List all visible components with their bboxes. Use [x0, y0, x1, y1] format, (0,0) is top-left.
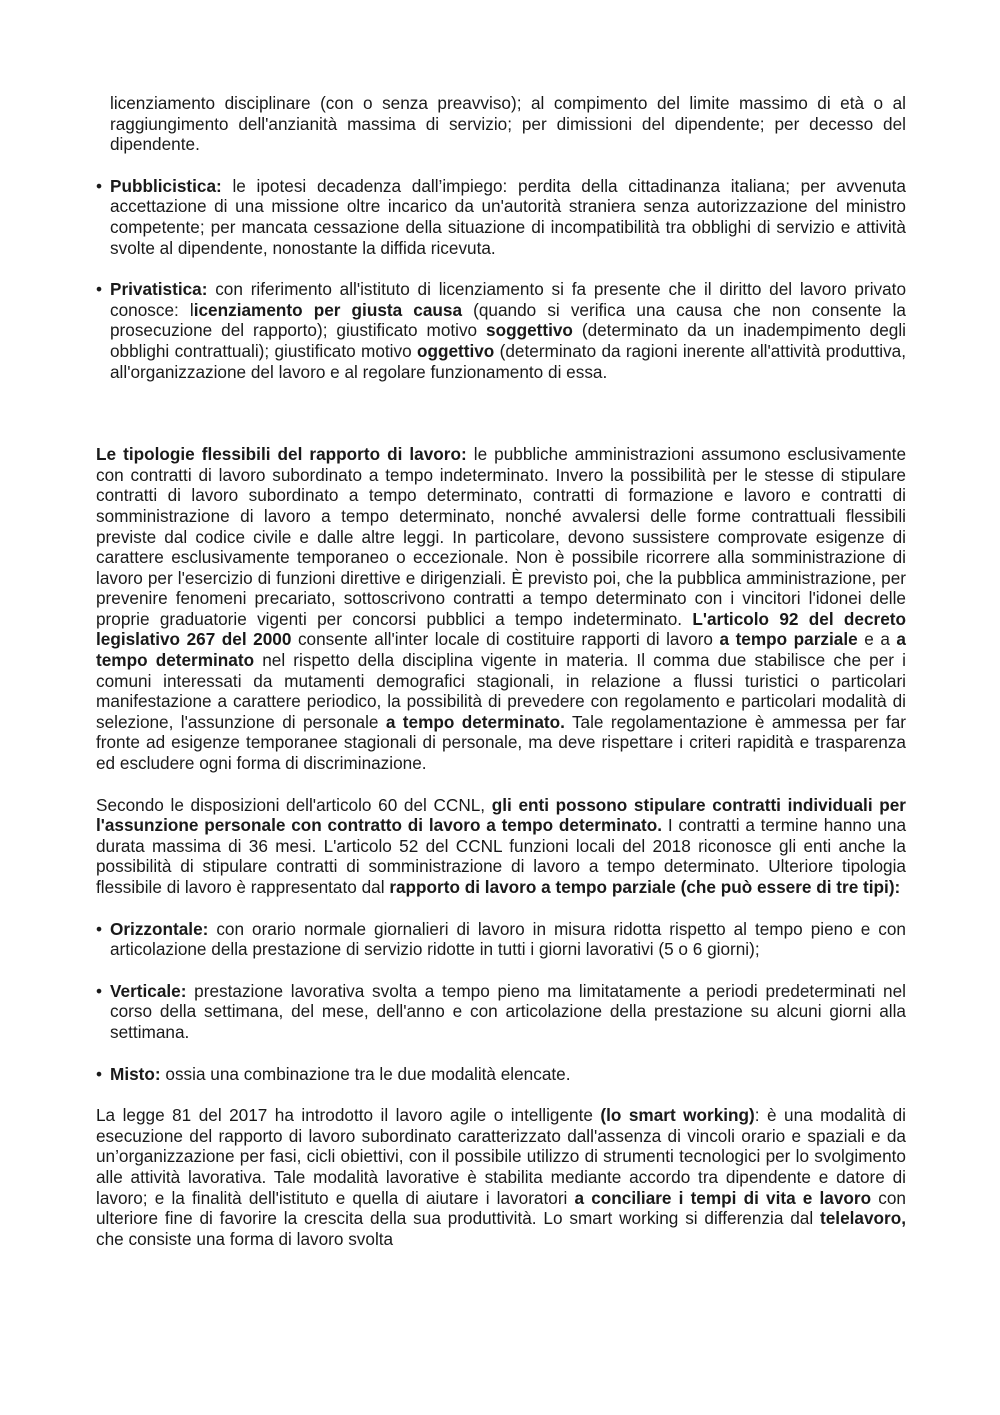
- list-item-verticale: • Verticale: prestazione lavorativa svolta a tempo pieno ma limitatamente a periodi predeterminati nel corso della settimana, del mese, dell'anno e con articolazione della prestazione su alcuni giorni alla settimana.: [96, 980, 906, 1042]
- list-item-title: Orizzontale:: [110, 918, 209, 939]
- intro-paragraph: licenziamento disciplinare (con o senza preavviso); al compimento del limite massimo di età o al raggiungimento dell'anzianità massima di servizio; per dimissioni del dipendente; per decesso del dipendente.: [110, 93, 906, 155]
- bullet-icon: •: [96, 1063, 103, 1084]
- bullet-icon: •: [96, 175, 103, 196]
- bullet-icon: •: [96, 918, 103, 939]
- section-heading: Le tipologie flessibili del rapporto di lavoro:: [96, 444, 467, 465]
- document-page: [96, 93, 906, 1249]
- list-item-title: Misto:: [110, 1063, 161, 1084]
- list-item-title: Pubblicistica:: [110, 175, 222, 196]
- list-item-title: Privatistica:: [110, 279, 208, 300]
- bullet-icon: •: [96, 980, 103, 1001]
- bullet-icon: •: [96, 279, 103, 300]
- list-item-misto: • Misto: ossia una combinazione tra le due modalità elencate.: [96, 1063, 571, 1084]
- list-item-pubblicistica: • Pubblicistica: le ipotesi decadenza dall’impiego: perdita della cittadinanza italiana; per avvenuta accettazione di una missione oltre incarico da un'autorità straniera senza autorizzazione del ministro competente; per mancata cessazione della situazione di incompatibilità tra obblighi di servizio e attività svolte al dipendente, nonostante la diffida ricevuta.: [96, 175, 906, 258]
- list-item-title: Verticale:: [110, 980, 187, 1001]
- paragraph-ccnl: Secondo le disposizioni dell'articolo 60 del CCNL, gli enti possono stipulare contratti individuali per l'assunzione personale con contratto di lavoro a tempo determinato. I contratti a termine hanno una durata massima di 36 mesi. L'articolo 52 del CCNL funzioni locali del 2018 riconosce gli enti anche la possibilità di stipulare contratti di somministrazione di lavoro a tempo determinato. Ulteriore tipologia flessibile di lavoro è rappresentato dal rapporto di lavoro a tempo parziale (che può essere di tre tipi):: [96, 794, 907, 897]
- list-item-orizzontale: • Orizzontale: con orario normale giornalieri di lavoro in misura ridotta rispetto al tempo pieno e con articolazione della prestazione di servizio ridotte in tutti i giorni lavorativi (5 o 6 giorni);: [96, 918, 906, 960]
- list-item-privatistica: • Privatistica: con riferimento all'istituto di licenziamento si fa presente che il diritto del lavoro privato conosce: licenziamento per giusta causa (quando si verifica una causa che non consente la prosecuzione del rapporto); giustificato motivo soggettivo (determinato da un inadempimento degli obblighi contrattuali); giustificato motivo oggettivo (determinato da ragioni inerente all'attività produttiva, all'organizzazione del lavoro e al regolare funzionamento di essa.: [96, 279, 907, 382]
- paragraph-smart-working: La legge 81 del 2017 ha introdotto il lavoro agile o intelligente (lo smart working): è una modalità di esecuzione del rapporto di lavoro subordinato caratterizzato dall'assenza di vincoli orario e spaziali e da un’organizzazione per fasi, cicli obiettivi, con il possibile utilizzo di strumenti tecnologici per lo svolgimento alle attività lavorativa. Tale modalità lavorative è stabilita mediante accordo tra dipendente e datore di lavoro; e la finalità dell'istituto e quella di aiutare i lavoratori a conciliare i tempi di vita e lavoro con ulteriore fine di favorire la crescita della sua produttività. Lo smart working si differenzia dal telelavoro, che consiste una forma di lavoro svolta: [96, 1105, 906, 1249]
- paragraph-tipologie-flessibili: Le tipologie flessibili del rapporto di lavoro: le pubbliche amministrazioni assumono esclusivamente con contratti di lavoro subordinato a tempo indeterminato. Invero la possibilità per le stesse di stipulare contratti di lavoro subordinato a tempo determinato, contratti di formazione e lavoro e contratti di somministrazione di lavoro a tempo determinato, nonché avvalersi delle forme contrattuali flessibili previste dal codice civile e dalle altre leggi. In particolare, devono sussistere comprovate esigenze di carattere esclusivamente temporaneo o eccezionale. Non è possibile ricorrere alla somministrazione di lavoro per l'esercizio di funzioni direttive e dirigenziali. È previsto poi, che la pubblica amministrazione, per prevenire fenomeni precariato, sottoscrivono contratti a tempo determinato con i vincitori l'idonei delle proprie graduatorie vigenti per concorsi pubblici a tempo indeterminato. L'articolo 92 del decreto legislativo 267 del 2000 consente all'inter locale di costituire rapporti di lavoro a tempo parziale e a a tempo determinato nel rispetto della disciplina vigente in materia. Il comma due stabilisce che per i comuni interessati da mutamenti demografici stagionali, in relazione a flussi turistici o particolari manifestazione a carattere periodico, la possibilità di prevedere con regolamento e particolari modalità di selezione, l'assunzione di personale a tempo determinato. Tale regolamentazione è ammessa per far fronte ad esigenze temporanee stagionali di personale, ma deve rispettare i criteri rapidità e trasparenza ed escludere ogni forma di discriminazione.: [96, 444, 907, 774]
